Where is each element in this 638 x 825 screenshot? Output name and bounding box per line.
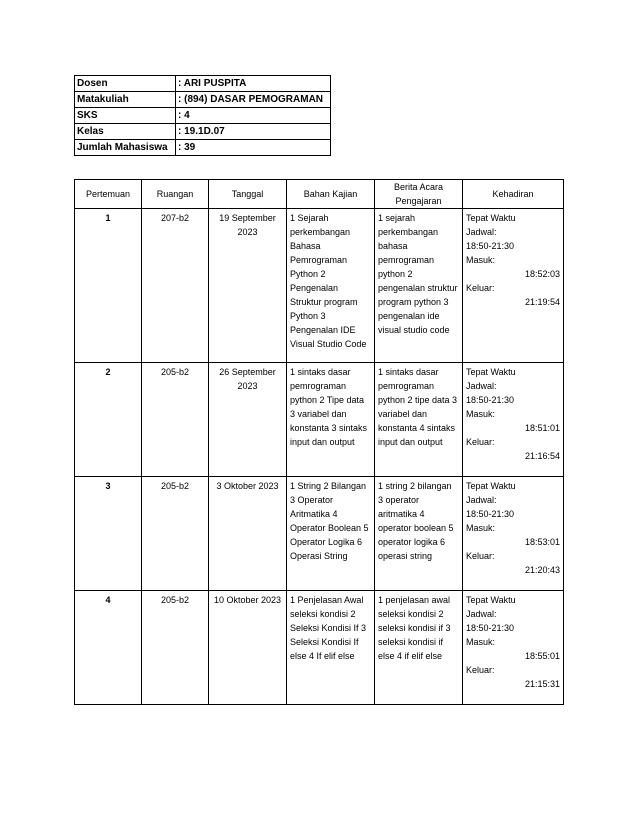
cell-berita-acara: 1 sejarah perkembangan bahasa pemrograman python 2 pengenalan struktur program python 3 pengenalan ide visual studio code [375,209,463,363]
cell-berita-acara: 1 penjelasan awal seleksi kondisi 2 seleksi kondisi if 3 seleksi kondisi if else 4 if elif else [375,591,463,705]
cell-kehadiran [463,209,564,363]
info-value: : 19.1D.07 [176,124,331,140]
table-row [75,209,564,363]
cell-kehadiran [463,363,564,477]
table-header-row [75,180,564,209]
cell-pertemuan: 2 [75,363,142,477]
keluar-value: 21:20:43 [524,565,560,575]
cell-tanggal: 3 Oktober 2023 [209,477,287,591]
jadwal-label: Jadwal: [466,609,497,619]
masuk-value: 18:55:01 [524,651,560,661]
keluar-label: Keluar: [466,283,495,293]
keluar-value: 21:19:54 [524,297,560,307]
cell-kehadiran [463,477,564,591]
info-label: Dosen [75,76,176,92]
cell-kehadiran [463,591,564,705]
jadwal-value: 18:50-21:30 [466,509,515,519]
cell-ruangan: 205-b2 [142,477,209,591]
cell-tanggal: 26 September 2023 [209,363,287,477]
cell-tanggal: 19 September 2023 [209,209,287,363]
info-row-dosen [75,76,331,92]
cell-bahan-kajian: 1 String 2 Bilangan 3 Operator Aritmatika 4 Operator Boolean 5 Operator Logika 6 Operasi String [287,477,375,591]
jadwal-label: Jadwal: [466,495,497,505]
jadwal-value: 18:50-21:30 [466,241,515,251]
attendance-table [74,179,564,705]
table-row [75,477,564,591]
info-row-jumlah-mahasiswa [75,140,331,156]
keluar-value: 21:15:31 [524,679,560,689]
info-label: Kelas [75,124,176,140]
header-kehadiran: Kehadiran [463,180,564,209]
header-ruangan: Ruangan [142,180,209,209]
info-value: : (894) DASAR PEMOGRAMAN [176,92,331,108]
header-bahan-kajian: Bahan Kajian [287,180,375,209]
jadwal-value: 18:50-21:30 [466,395,515,405]
masuk-label: Masuk: [466,255,496,265]
masuk-value: 18:52:03 [524,269,560,279]
keluar-value: 21:16:54 [524,451,560,461]
keluar-label: Keluar: [466,665,495,675]
jadwal-value: 18:50-21:30 [466,623,515,633]
header-berita-acara: Berita Acara Pengajaran [375,180,463,209]
cell-ruangan: 207-b2 [142,209,209,363]
masuk-value: 18:53:01 [524,537,560,547]
header-tanggal: Tanggal [209,180,287,209]
keluar-label: Keluar: [466,437,495,447]
info-value: : 4 [176,108,331,124]
cell-ruangan: 205-b2 [142,363,209,477]
info-row-matakuliah [75,92,331,108]
info-label: Matakuliah [75,92,176,108]
kehadiran-status: Tepat Waktu [466,595,516,605]
cell-berita-acara: 1 sintaks dasar pemrograman python 2 tipe data 3 variabel dan konstanta 4 sintaks input dan output [375,363,463,477]
cell-bahan-kajian: 1 Sejarah perkembangan Bahasa Pemrograman Python 2 Pengenalan Struktur program Python 3 Pengenalan IDE Visual Studio Code [287,209,375,363]
jadwal-label: Jadwal: [466,381,497,391]
info-value: : ARI PUSPITA [176,76,331,92]
masuk-label: Masuk: [466,409,496,419]
cell-pertemuan: 1 [75,209,142,363]
table-row [75,591,564,705]
cell-pertemuan: 4 [75,591,142,705]
cell-tanggal: 10 Oktober 2023 [209,591,287,705]
table-row [75,363,564,477]
kehadiran-status: Tepat Waktu [466,367,516,377]
keluar-label: Keluar: [466,551,495,561]
header-pertemuan: Pertemuan [75,180,142,209]
course-info-table [74,75,331,156]
info-label: SKS [75,108,176,124]
cell-pertemuan: 3 [75,477,142,591]
cell-bahan-kajian: 1 sintaks dasar pemrograman python 2 Tipe data 3 variabel dan konstanta 3 sintaks input dan output [287,363,375,477]
cell-bahan-kajian: 1 Penjelasan Awal seleksi kondisi 2 Seleksi Kondisi If 3 Seleksi Kondisi If else 4 If elif else [287,591,375,705]
masuk-label: Masuk: [466,523,496,533]
masuk-label: Masuk: [466,637,496,647]
info-row-kelas [75,124,331,140]
masuk-value: 18:51:01 [524,423,560,433]
info-label: Jumlah Mahasiswa [75,140,176,156]
kehadiran-status: Tepat Waktu [466,481,516,491]
info-value: : 39 [176,140,331,156]
cell-berita-acara: 1 string 2 bilangan 3 operator aritmatika 4 operator boolean 5 operator logika 6 operasi string [375,477,463,591]
info-row-sks [75,108,331,124]
jadwal-label: Jadwal: [466,227,497,237]
kehadiran-status: Tepat Waktu [466,213,516,223]
cell-ruangan: 205-b2 [142,591,209,705]
